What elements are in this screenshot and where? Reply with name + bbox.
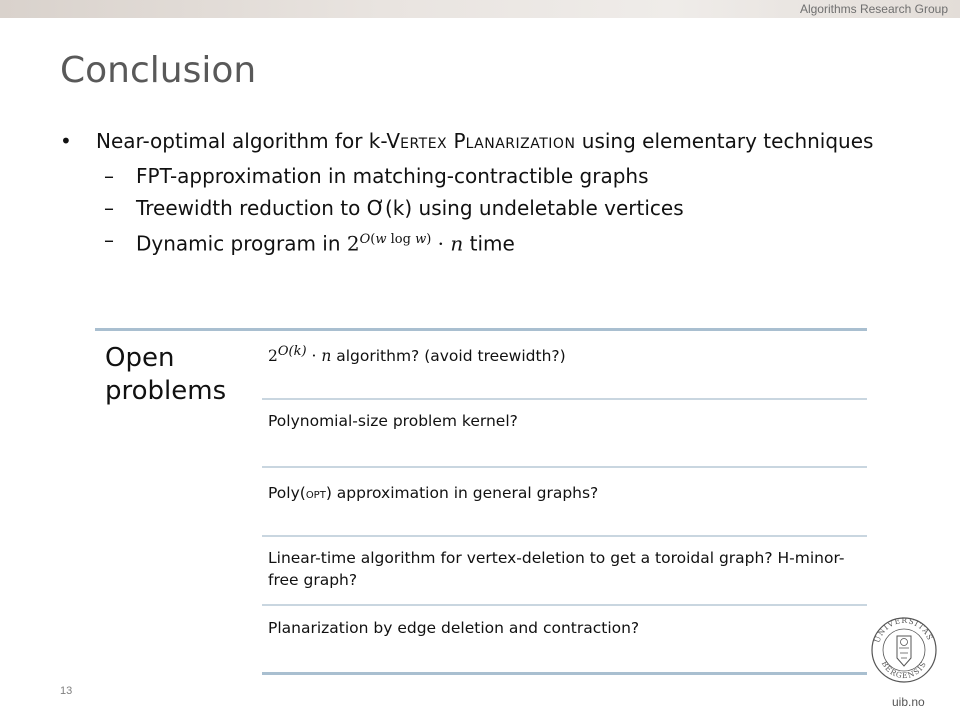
open-problem-1: $2^{O(k)} \cdot n$ algorithm? (avoid treewidth?) — [268, 344, 566, 366]
open-problems-separator — [262, 604, 867, 606]
smallcaps-v: V — [386, 129, 401, 153]
bullet-prefix: Near-optimal algorithm for k- — [96, 129, 387, 153]
subitem-fpt-text: FPT-approximation in matching-contractible graphs — [136, 164, 649, 188]
site-label: uib.no — [892, 695, 925, 709]
open-problems-top-rule — [95, 328, 867, 331]
subitem-dynamic — [60, 227, 920, 257]
bullet-list — [60, 128, 920, 257]
sub-dash: – — [104, 196, 114, 220]
slide-title: Conclusion — [60, 50, 257, 91]
sub-dash: – — [104, 228, 114, 252]
smallcaps-lanarization: LANARIZATION — [465, 136, 576, 152]
open-problems-separator — [262, 398, 867, 400]
sub-dash: – — [104, 164, 114, 188]
bullet-dot: • — [60, 129, 72, 153]
open-problems-separator — [262, 535, 867, 537]
math-n: n — [450, 231, 464, 256]
university-seal-icon — [870, 612, 938, 692]
subitem-treewidth — [60, 195, 920, 221]
smallcaps-p: P — [453, 129, 466, 153]
open-problem-5: Planarization by edge deletion and contraction? — [268, 619, 640, 637]
math-exponent: O(w log w) — [359, 232, 432, 247]
bullet-suffix: using elementary techniques — [575, 129, 874, 153]
svg-text:BERGENSIS: BERGENSIS — [879, 659, 929, 681]
group-label: Algorithms Research Group — [799, 2, 948, 16]
open-problems-bottom-rule — [262, 672, 867, 675]
subitem-dynamic-prefix: Dynamic program in — [136, 231, 347, 256]
subitem-treewidth-text: Treewidth reduction to Ơ(k) using undeletable vertices — [136, 196, 684, 220]
math-base: 2 — [346, 231, 360, 256]
open-problems-separator — [262, 466, 867, 468]
open-problem-4: Linear-time algorithm for vertex-deletion to get a toroidal graph? H-minor-free graph? — [268, 549, 845, 589]
subitem-fpt — [60, 163, 920, 189]
svg-text:UNIVERSITAS: UNIVERSITAS — [872, 615, 935, 644]
open-problem-3: Poly(OPT) approximation in general graphs? — [268, 484, 599, 502]
open-problem-2: Polynomial-size problem kernel? — [268, 412, 518, 430]
smallcaps-ertex: ERTEX — [400, 136, 448, 152]
open-problems-heading: Open problems — [105, 343, 227, 406]
page-number: 13 — [60, 685, 73, 697]
bullet-main — [60, 128, 920, 157]
math-dot: · — [431, 231, 451, 256]
subitem-dynamic-suffix: time — [463, 231, 515, 256]
